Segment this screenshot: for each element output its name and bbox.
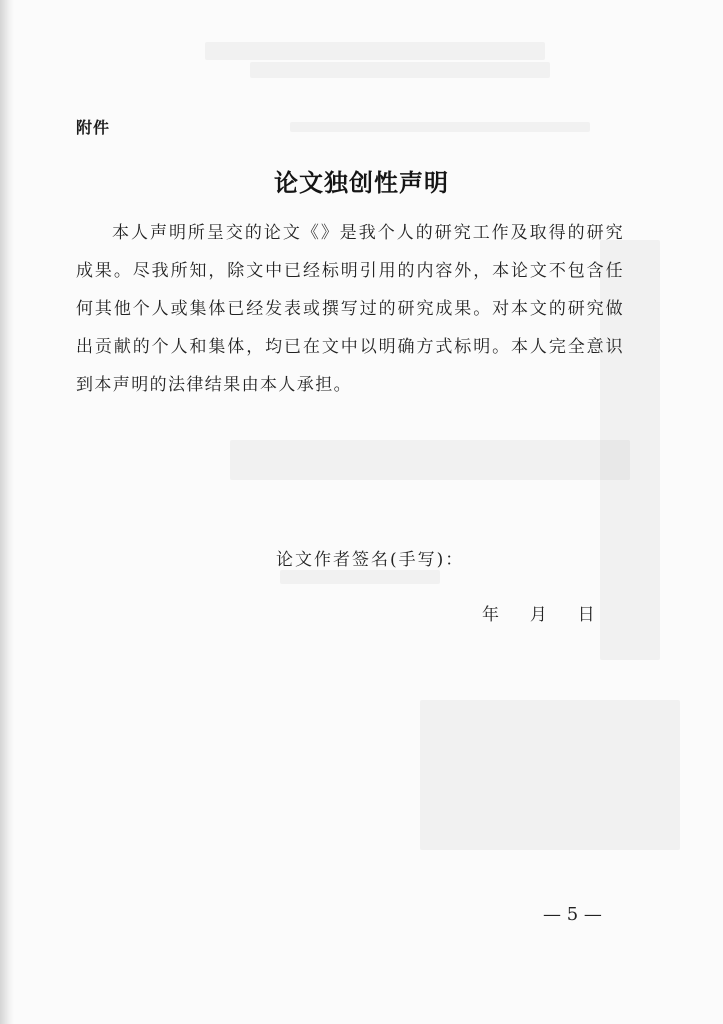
- author-signature-label: 论文作者签名(手写)：: [276, 550, 465, 570]
- attachment-label: 附件: [76, 118, 111, 137]
- page-number: — 5 —: [543, 904, 602, 925]
- bleed-through-mark: [230, 440, 630, 480]
- bleed-through-mark: [290, 122, 590, 132]
- document-title: 论文独创性声明: [274, 169, 449, 197]
- scan-edge-shadow: [0, 0, 14, 1024]
- bleed-through-mark: [280, 570, 440, 584]
- declaration-body: 本人声明所呈交的论文《》是我个人的研究工作及取得的研究成果。尽我所知，除文中已经标明引用的内容外，本论文不包含任何其他个人或集体已经发表或撰写过的研究成果。对本文的研究做出贡献的个人和集体，均已在文中以明确方式标明。本人完全意识到本声明的法律结果由本人承担。: [76, 223, 624, 395]
- date-line: [482, 600, 595, 625]
- bleed-through-mark: [420, 700, 680, 850]
- bleed-through-mark: [205, 42, 545, 60]
- date-year-label: 年: [482, 605, 499, 625]
- date-month-label: 月: [529, 605, 547, 625]
- bleed-through-mark: [250, 62, 550, 78]
- date-day-label: 日: [577, 605, 595, 625]
